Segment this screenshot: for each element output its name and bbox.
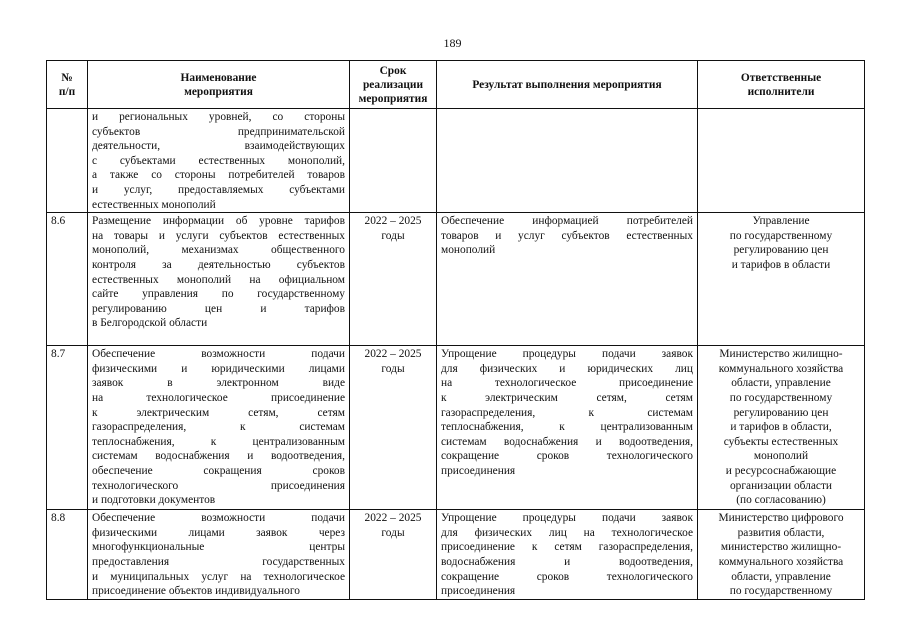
table-header-row [47, 61, 865, 109]
text-line: монополий [441, 244, 496, 257]
text-line: а также со стороны потребителей товаров [92, 169, 345, 182]
text-line: регулированию цен и тарифов [92, 302, 345, 315]
text-line: присоединения [441, 585, 516, 598]
text-line: сокращение сроков технологического [441, 450, 693, 463]
responsible-line: регулированию цен [733, 406, 829, 419]
responsible-line: и ресурсоснабжающие [725, 464, 837, 477]
responsible-line: (по согласованию) [736, 494, 826, 507]
cell-result [437, 510, 698, 600]
responsible-line: развития области, [737, 526, 825, 539]
text-line: Упрощение процедуры подачи заявок [441, 512, 693, 525]
header-name: Наименование мероприятия [88, 61, 350, 109]
responsible-line: Управление [752, 215, 810, 228]
responsible-line: коммунального хозяйства [718, 555, 844, 568]
term-line: годы [381, 362, 405, 375]
responsible-line: министерство жилищно- [720, 541, 842, 554]
cell-responsible [698, 213, 865, 346]
text-line: Обеспечение информацией потребителей [441, 215, 693, 228]
text-line: с субъектами естественных монополий, [92, 154, 345, 167]
header-result: Результат выполнения мероприятия [437, 61, 698, 109]
page-number: 189 [443, 36, 462, 50]
table-row [47, 510, 865, 600]
text-line: Обеспечение возможности подачи [92, 512, 345, 525]
term-line: 2022 – 2025 [364, 215, 422, 228]
text-line: предоставления государственных [92, 555, 345, 568]
cell-result [437, 109, 698, 213]
header-term: Срок реализации мероприятия [350, 61, 437, 109]
cell-num: 8.6 [47, 213, 88, 346]
text-line: к электрическим сетям, сетям [92, 406, 345, 419]
cell-name [88, 109, 350, 213]
text-line: присоединение к сетям газораспределения, [441, 541, 693, 554]
text-line: на технологическое присоединение [92, 391, 345, 404]
cell-term [350, 213, 437, 346]
term-line: 2022 – 2025 [364, 512, 422, 525]
responsible-line: Министерство цифрового [718, 512, 844, 525]
text-line: Размещение информации об уровне тарифов [92, 215, 345, 228]
table-row [47, 109, 865, 213]
cell-term [350, 510, 437, 600]
cell-num: 8.7 [47, 346, 88, 510]
term-line: годы [381, 526, 405, 539]
text-line: естественных монополий [92, 198, 216, 211]
measures-table [46, 60, 865, 600]
text-line: заявок в электронном виде [92, 377, 345, 390]
text-line: и региональных уровней, со стороны [92, 111, 345, 123]
text-line: теплоснабжения, к централизованным [92, 435, 345, 448]
text-line: сайте управления по государственному [92, 288, 345, 301]
responsible-line: области, управление [731, 377, 831, 390]
cell-name [88, 346, 350, 510]
cell-responsible [698, 510, 865, 600]
text-line: Обеспечение возможности подачи [92, 348, 345, 361]
text-line: системам водоснабжения и водоотведения, [92, 450, 345, 463]
text-line: газораспределения, к системам [441, 406, 693, 419]
text-line: на товары и услуги субъектов естественных [92, 229, 345, 242]
text-line: присоединения [441, 464, 516, 477]
text-line: в Белгородской области [92, 317, 208, 330]
cell-name [88, 213, 350, 346]
text-line: товаров и услуг субъектов естественных [441, 229, 693, 242]
responsible-line: субъекты естественных [723, 435, 839, 448]
text-line: деятельности, взаимодействующих [92, 140, 345, 153]
responsible-line: по государственному [729, 391, 833, 404]
text-line: физическими и юридическими лицами [92, 362, 345, 375]
text-line: многофункциональные центры [92, 541, 345, 554]
text-line: теплоснабжения, к централизованным [441, 421, 693, 434]
text-line: физическими лицами заявок через [92, 526, 345, 539]
responsible-line: регулированию цен [733, 244, 829, 257]
text-line: Упрощение процедуры подачи заявок [441, 348, 693, 361]
cell-term [350, 109, 437, 213]
text-line: и муниципальных услуг на технологическое [92, 570, 345, 583]
responsible-line: и тарифов в области, [730, 421, 832, 434]
table-row [47, 213, 865, 346]
text-line: для физических лиц на технологическое [441, 526, 693, 539]
cell-responsible [698, 109, 865, 213]
responsible-line: организации области [729, 479, 833, 492]
responsible-line: монополий [753, 450, 809, 463]
table-row [47, 346, 865, 510]
header-num: № п/п [47, 61, 88, 109]
responsible-line: и тарифов в области [731, 258, 831, 271]
text-line: газораспределения, к системам [92, 421, 345, 434]
header-responsible: Ответственные исполнители [698, 61, 865, 109]
text-line: присоединение объектов индивидуального [92, 585, 300, 598]
responsible-line: по государственному [729, 229, 833, 242]
text-line: монополий, механизмах общественного [92, 244, 345, 257]
text-line: водоснабжения и водоотведения, [441, 555, 693, 568]
text-line: субъектов предпринимательской [92, 125, 345, 138]
text-line: на технологическое присоединение [441, 377, 693, 390]
cell-result [437, 346, 698, 510]
cell-num: 8.8 [47, 510, 88, 600]
responsible-line: области, управление [731, 570, 831, 583]
responsible-line: Министерство жилищно- [719, 348, 843, 361]
cell-term [350, 346, 437, 510]
text-line: системам водоснабжения и водоотведения, [441, 435, 693, 448]
text-line: для физических и юридических лиц [441, 362, 693, 375]
term-line: годы [381, 229, 405, 242]
cell-name [88, 510, 350, 600]
cell-num [47, 109, 88, 213]
text-line: и услуг, предоставляемых субъектами [92, 183, 345, 196]
text-line: и подготовки документов [92, 494, 216, 507]
responsible-line: коммунального хозяйства [718, 362, 844, 375]
term-line: 2022 – 2025 [364, 348, 422, 361]
text-line: контроля за деятельностью субъектов [92, 258, 345, 271]
cell-result [437, 213, 698, 346]
table-body [47, 109, 865, 600]
responsible-line: по государственному [729, 585, 833, 598]
text-line: к электрическим сетям, сетям [441, 391, 693, 404]
text-line: естественных монополий на официальном [92, 273, 345, 286]
text-line: обеспечение сокращения сроков [92, 464, 345, 477]
cell-responsible [698, 346, 865, 510]
text-line: сокращение сроков технологического [441, 570, 693, 583]
text-line: технологического присоединения [92, 479, 345, 492]
